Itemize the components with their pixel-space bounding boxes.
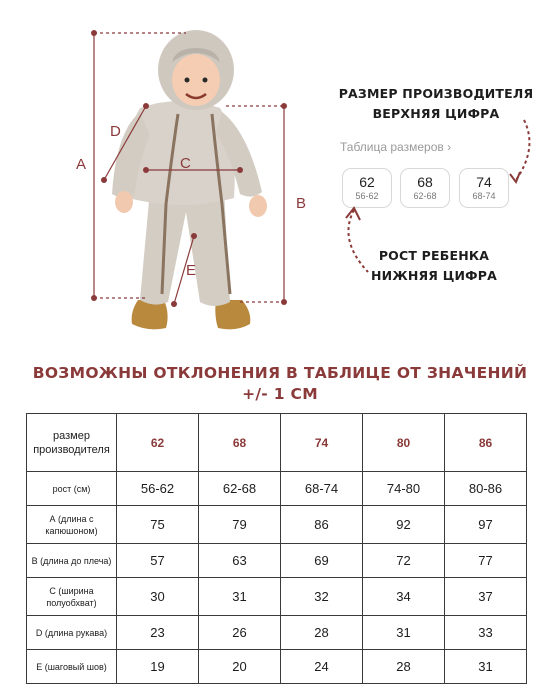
table-cell: 92 (363, 506, 445, 544)
table-cell: 31 (445, 650, 527, 684)
table-size-cell: 74 (281, 414, 363, 472)
table-cell: 68-74 (281, 472, 363, 506)
table-header-row (27, 414, 527, 472)
size-table (26, 413, 527, 684)
size-table-link[interactable]: Таблица размеров › (340, 140, 452, 154)
dimension-label-e: E (186, 262, 197, 279)
table-cell: 86 (281, 506, 363, 544)
deviation-heading-tolerance: +/- 1 СМ (242, 385, 318, 403)
table-cell: 32 (281, 578, 363, 616)
table-cell: 24 (281, 650, 363, 684)
table-cell: 79 (199, 506, 281, 544)
table-cell: 20 (199, 650, 281, 684)
dimension-label-c: C (180, 155, 191, 172)
table-row-label: А (длина с капюшоном) (27, 506, 117, 544)
deviation-heading: ВОЗМОЖНЫ ОТКЛОНЕНИЯ В ТАБЛИЦЕ ОТ ЗНАЧЕНИЙ (32, 364, 528, 382)
table-row (27, 472, 527, 506)
child-height-title: РОСТ РЕБЕНКА НИЖНЯЯ ЦИФРА (371, 248, 497, 283)
size-chip-top: 74 (476, 174, 492, 190)
baby-overall-image (0, 0, 320, 345)
table-cell: 69 (281, 544, 363, 578)
table-header-label: размер производителя (27, 414, 117, 472)
size-chip[interactable] (342, 168, 392, 208)
dimension-label-d: D (110, 123, 121, 140)
table-size-cell: 80 (363, 414, 445, 472)
table-row-label: Е (шаговый шов) (27, 650, 117, 684)
table-row (27, 544, 527, 578)
dimension-label-a: A (76, 156, 87, 173)
table-size-cell: 68 (199, 414, 281, 472)
size-chip-top: 68 (417, 174, 433, 190)
table-cell: 30 (117, 578, 199, 616)
table-cell: 62-68 (199, 472, 281, 506)
table-cell: 19 (117, 650, 199, 684)
table-size-cell: 86 (445, 414, 527, 472)
table-row (27, 616, 527, 650)
table-cell: 31 (363, 616, 445, 650)
size-chip[interactable] (400, 168, 450, 208)
product-illustration (0, 0, 320, 345)
table-cell: 74-80 (363, 472, 445, 506)
dimension-label-b: B (296, 195, 307, 212)
table-cell: 75 (117, 506, 199, 544)
table-cell: 33 (445, 616, 527, 650)
table-cell: 72 (363, 544, 445, 578)
table-row-label: рост (см) (27, 472, 117, 506)
table-cell: 37 (445, 578, 527, 616)
table-cell: 26 (199, 616, 281, 650)
table-cell: 28 (363, 650, 445, 684)
table-cell: 56-62 (117, 472, 199, 506)
table-row (27, 650, 527, 684)
size-chip-bottom: 68-74 (472, 191, 496, 201)
table-cell: 80-86 (445, 472, 527, 506)
table-cell: 77 (445, 544, 527, 578)
table-cell: 23 (117, 616, 199, 650)
size-chip[interactable] (459, 168, 509, 208)
table-cell: 31 (199, 578, 281, 616)
size-chip-bottom: 62-68 (413, 191, 437, 201)
manufacturer-size-title: РАЗМЕР ПРОИЗВОДИТЕЛЯ ВЕРХНЯЯ ЦИФРА (338, 86, 534, 121)
table-cell: 28 (281, 616, 363, 650)
table-cell: 57 (117, 544, 199, 578)
table-size-cell: 62 (117, 414, 199, 472)
table-row (27, 578, 527, 616)
size-chip-bottom: 56-62 (355, 191, 379, 201)
table-row-label: С (ширина полуобхват) (27, 578, 117, 616)
size-chip-top: 62 (359, 174, 375, 190)
table-cell: 97 (445, 506, 527, 544)
table-cell: 34 (363, 578, 445, 616)
table-row (27, 506, 527, 544)
table-cell: 63 (199, 544, 281, 578)
table-row-label: D (длина рукава) (27, 616, 117, 650)
table-row-label: В (длина до плеча) (27, 544, 117, 578)
